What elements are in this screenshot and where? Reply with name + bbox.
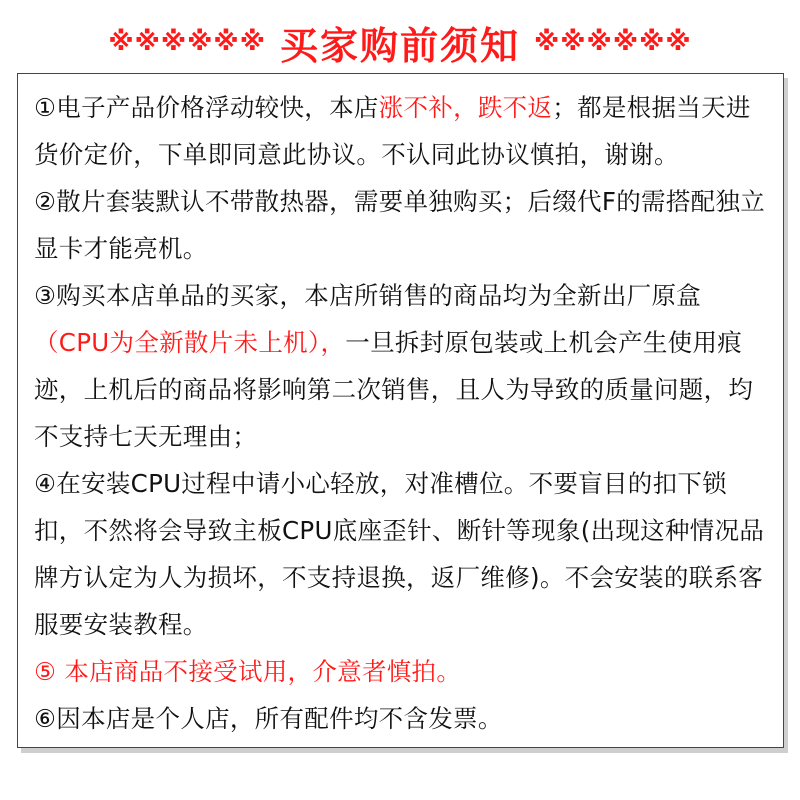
page-title: 买家购前须知 bbox=[279, 23, 520, 68]
notice-item-price-policy bbox=[34, 84, 769, 178]
notice-item-cooler bbox=[34, 178, 769, 272]
notice-text: ⑤ 本店商品不接受试用，介意者慎拍。 bbox=[34, 657, 462, 686]
notice-text: ①电子产品价格浮动较快，本店 bbox=[34, 93, 379, 122]
notice-text: ；都是根据当天进货价定价，下单即同意此协议。不认同此协议慎拍，谢谢。 bbox=[34, 93, 751, 169]
notice-text: ③购买本店单品的买家，本店所销售的商品均为全新出厂原盒 bbox=[34, 281, 702, 310]
notice-item-installation bbox=[34, 460, 769, 648]
notice-item-no-trial bbox=[34, 648, 769, 695]
notice-text: 一旦拆封原包装或上机会产生使用痕迹，上机后的商品将影响第二次销售，且人为导致的质量问题，均不支持七天无理由； bbox=[34, 328, 754, 451]
title-bar bbox=[0, 12, 800, 72]
notice-text: ④在安装CPU过程中请小心轻放，对准槽位。不要盲目的扣下锁扣，不然将会导致主板CPU底座歪针、断针等现象(出现这种情况品牌方认定为人为损坏，不支持退换，返厂维修)。不会安装的联系客服要安装教程。 bbox=[34, 469, 765, 639]
notice-text: ⑥因本店是个人店，所有配件均不含发票。 bbox=[34, 704, 503, 733]
notice-item-return-policy bbox=[34, 272, 769, 460]
notice-highlight: 涨不补，跌不返 bbox=[378, 93, 553, 122]
notice-text: ②散片套装默认不带散热器，需要单独购买；后缀代F的需搭配独立显卡才能亮机。 bbox=[34, 187, 766, 263]
notice-box bbox=[17, 73, 784, 748]
notice-highlight: （CPU为全新散片未上机）， bbox=[34, 328, 346, 357]
decoration-right: ※※※※※※ bbox=[534, 27, 692, 57]
decoration-left: ※※※※※※ bbox=[108, 27, 266, 57]
notice-item-invoice bbox=[34, 695, 769, 742]
